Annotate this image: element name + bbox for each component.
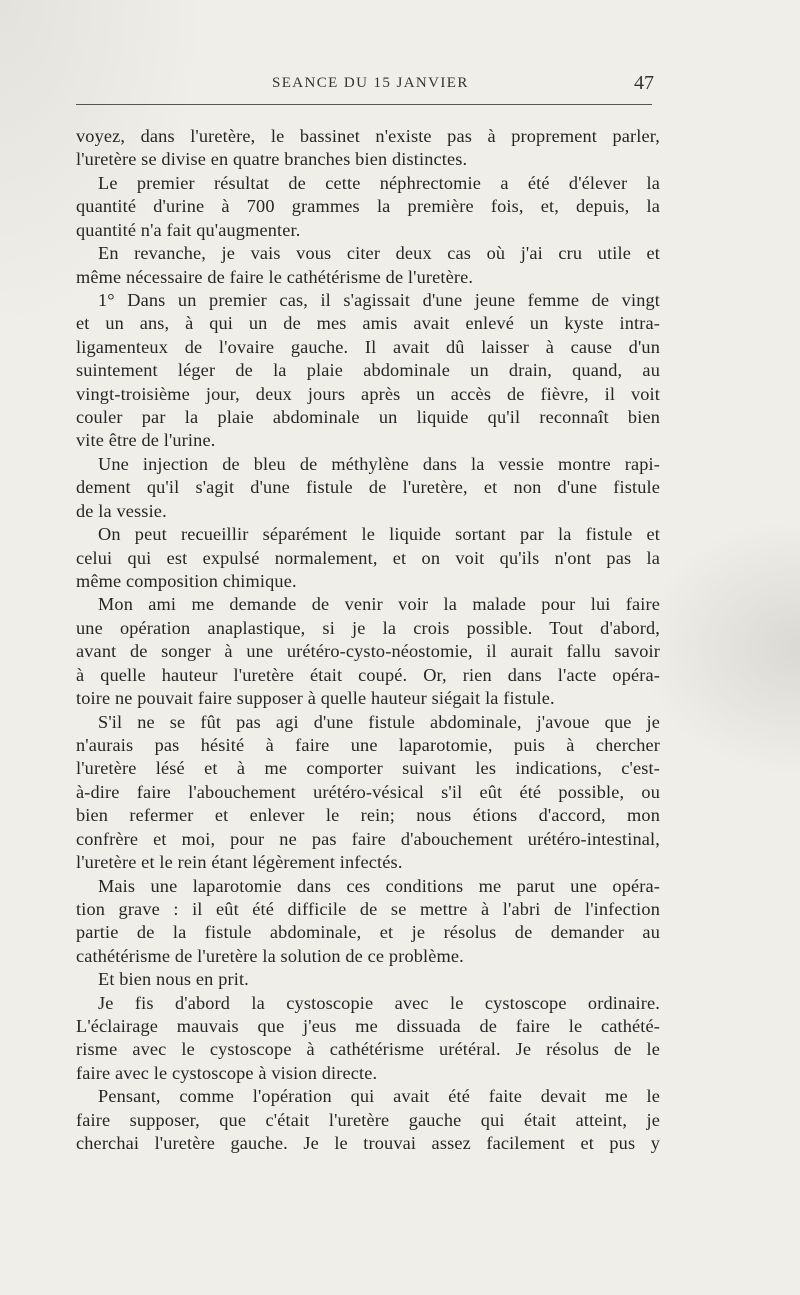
text-line: L'éclairage mauvais que j'eus me dissuada de faire le cathété- (76, 1016, 660, 1037)
text-line: Et bien nous en prit. (98, 969, 249, 990)
text-line: l'uretère et le rein étant légèrement infectés. (76, 852, 403, 873)
text-line: couler par la plaie abdominale un liquide qu'il reconnaît bien (76, 407, 660, 428)
text-line: à-dire faire l'abouchement urétéro-vésical s'il eût été possible, ou (76, 781, 660, 802)
text-line: confrère et moi, pour ne pas faire d'abouchement urétéro-intestinal, (76, 828, 660, 849)
text-line: avant de songer à une urétéro-cysto-néostomie, il aurait fallu savoir (76, 641, 660, 662)
text-line: bien refermer et enlever le rein; nous étions d'accord, mon (76, 805, 660, 826)
text-line: Le premier résultat de cette néphrectomie a été d'élever la (98, 172, 660, 193)
text-line: risme avec le cystoscope à cathétérisme urétéral. Je résolus de le (76, 1039, 660, 1060)
text-line: cherchai l'uretère gauche. Je le trouvai assez facilement et pus y (76, 1133, 660, 1154)
text-line: ligamenteux de l'ovaire gauche. Il avait dû laisser à cause d'un (76, 336, 660, 357)
text-line: à quelle hauteur l'uretère était coupé. Or, rien dans l'acte opéra- (76, 664, 660, 685)
text-line: celui qui est expulsé normalement, et on voit qu'ils n'ont pas la (76, 547, 660, 568)
text-line: même nécessaire de faire le cathétérisme de l'uretère. (76, 266, 474, 287)
text-line: On peut recueillir séparément le liquide sortant par la fistule et (98, 524, 660, 545)
text-line: l'uretère se divise en quatre branches bien distinctes. (76, 149, 468, 170)
text-line: vingt-troisième jour, deux jours après un accès de fièvre, il voit (76, 383, 660, 404)
text-line: Une injection de bleu de méthylène dans la vessie montre rapi- (98, 453, 660, 474)
text-line: faire avec le cystoscope à vision directe. (76, 1062, 378, 1083)
text-line: S'il ne se fût pas agi d'une fistule abdominale, j'avoue que je (98, 711, 660, 732)
text-line: Mais une laparotomie dans ces conditions me parut une opéra- (98, 875, 660, 896)
text-line: n'aurais pas hésité à faire une laparotomie, puis à chercher (76, 734, 660, 755)
page-number: 47 (634, 72, 654, 94)
text-line: 1° Dans un premier cas, il s'agissait d'une jeune femme de vingt (98, 289, 660, 310)
text-line: voyez, dans l'uretère, le bassinet n'existe pas à proprement parler, (76, 126, 660, 146)
text-line: une opération anaplastique, si je la crois possible. Tout d'abord, (76, 617, 660, 638)
text-line: et un ans, à qui un de mes amis avait enlevé un kyste intra- (76, 313, 660, 334)
text-line: dement qu'il s'agit d'une fistule de l'uretère, et non d'une fistule (76, 477, 660, 498)
text-line: tion grave : il eût été difficile de se mettre à l'abri de l'infection (76, 898, 660, 919)
text-line: de la vessie. (76, 500, 167, 521)
body-text (76, 125, 660, 1156)
text-line: vite être de l'urine. (76, 430, 216, 451)
text-line: même composition chimique. (76, 571, 297, 592)
text-line: Mon ami me demande de venir voir la malade pour lui faire (98, 594, 660, 615)
text-line: partie de la fistule abdominale, et je résolus de demander au (76, 922, 660, 943)
text-line: toire ne pouvait faire supposer à quelle hauteur siégait la fistule. (76, 688, 555, 709)
header-rule (76, 104, 652, 105)
text-line: faire supposer, que c'était l'uretère gauche qui était atteint, je (76, 1109, 660, 1130)
text-line: Je fis d'abord la cystoscopie avec le cystoscope ordinaire. (98, 992, 660, 1013)
text-line: En revanche, je vais vous citer deux cas où j'ai cru utile et (98, 243, 660, 264)
text-line: quantité n'a fait qu'augmenter. (76, 219, 301, 240)
text-line: cathétérisme de l'uretère la solution de ce problème. (76, 945, 464, 966)
text-line: suintement léger de la plaie abdominale un drain, quand, au (76, 360, 660, 381)
text-line: quantité d'urine à 700 grammes la première fois, et, depuis, la (76, 196, 660, 217)
running-title: SEANCE DU 15 JANVIER (272, 75, 469, 91)
text-line: Pensant, comme l'opération qui avait été faite devait me le (98, 1086, 660, 1107)
text-line: l'uretère lésé et à me comporter suivant les indications, c'est- (76, 758, 660, 779)
page-header (76, 72, 656, 96)
